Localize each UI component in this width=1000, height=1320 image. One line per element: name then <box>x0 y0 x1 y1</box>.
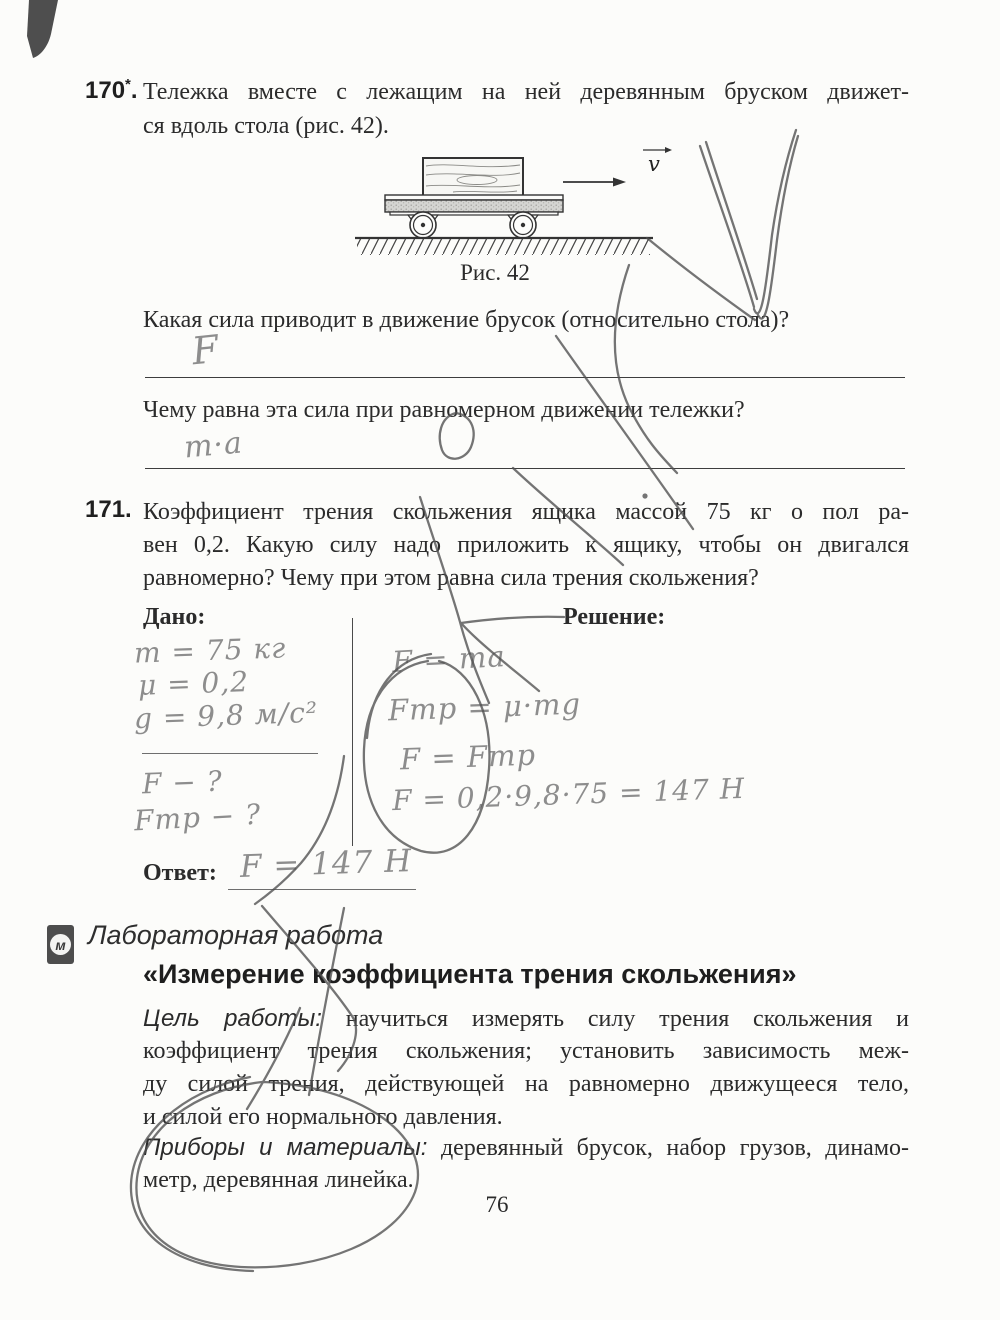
hw-solution-1: F = ma <box>391 639 507 679</box>
figure-42 <box>335 128 685 278</box>
velocity-label: v <box>648 152 660 176</box>
lab-badge-icon <box>47 925 74 964</box>
problem-170-line2: ся вдоль стола (рис. 42). <box>143 113 389 139</box>
materials-line-2: метр, деревянная линейка. <box>143 1167 414 1193</box>
answer-line-1 <box>145 377 905 378</box>
figure-caption: Рис. 42 <box>460 260 530 285</box>
cart-slab <box>385 200 563 212</box>
problem-170-line1: Тележка вместе с лежащим на ней деревянным бруском движет- <box>143 79 909 105</box>
hw-given-mu: μ = 0,2 <box>137 665 250 702</box>
goal-line-4: и силой его нормального давления. <box>143 1104 503 1130</box>
problem-171-number: 171. <box>85 496 132 523</box>
lab-kicker: Лабораторная работа <box>88 920 384 950</box>
velocity-arrow-icon <box>563 147 672 187</box>
problem-171-line3: равномерно? Чему при этом равна сила трения скольжения? <box>143 565 759 591</box>
materials-lead: Приборы и материалы: <box>143 1134 428 1161</box>
handwritten-answer-1: F <box>189 326 222 374</box>
answer-underline <box>228 889 416 890</box>
lab-title: «Измерение коэффициента трения скольжения» <box>143 959 797 989</box>
given-solution-divider <box>352 618 353 846</box>
hw-solution-3: F = Fтр <box>399 737 537 777</box>
answer-label: Ответ: <box>143 860 217 886</box>
given-label: Дано: <box>143 604 206 630</box>
page-number: 76 <box>485 1192 509 1217</box>
cart-top-board <box>385 195 563 200</box>
given-find-divider <box>142 753 318 754</box>
goal-lead: Цель работы: <box>143 1005 322 1032</box>
handwritten-answer-2: m·a <box>182 425 245 466</box>
problem-170-number: 170*. <box>85 76 138 104</box>
m-icon: м <box>50 934 71 955</box>
solution-label: Решение: <box>563 604 666 630</box>
question-1: Какая сила приводит в движение брусок (относительно стола)? <box>143 307 790 333</box>
materials-line-1: Приборы и материалы: деревянный брусок, набор грузов, динамо- <box>143 1134 909 1161</box>
hw-given-g: g = 9,8 м/с² <box>133 695 319 736</box>
question-2: Чему равна эта сила при равномерном движении тележки? <box>143 397 745 423</box>
goal-line-2: коэффициент трения скольжения; установить зависимость меж- <box>143 1038 909 1064</box>
goal-line-3: ду силой трения, действующей на равномерно движущееся тело, <box>143 1071 909 1097</box>
wheel-right <box>510 212 536 238</box>
hw-given-mass: m = 75 кг <box>133 631 287 670</box>
ground-hatching <box>357 239 650 255</box>
goal-line-1: Цель работы: научиться измерять силу трения скольжения и <box>143 1005 909 1032</box>
problem-171-line1: Коэффициент трения скольжения ящика массой 75 кг о пол ра- <box>143 499 909 525</box>
scan-corner-artifact <box>27 0 58 58</box>
hw-solution-2: Fтр = μ·mg <box>387 686 582 728</box>
hw-final-answer: F = 147 Н <box>239 843 413 885</box>
problem-171-line2: вен 0,2. Какую силу надо приложить к ящику, чтобы он двигался <box>143 532 909 558</box>
wheel-left <box>410 212 436 238</box>
answer-line-2 <box>145 468 905 469</box>
hw-find-friction: Fтр − ? <box>133 797 262 838</box>
hw-solution-4: F = 0,2·9,8·75 = 147 Н <box>391 771 746 818</box>
hw-find-force: F − ? <box>141 764 224 801</box>
